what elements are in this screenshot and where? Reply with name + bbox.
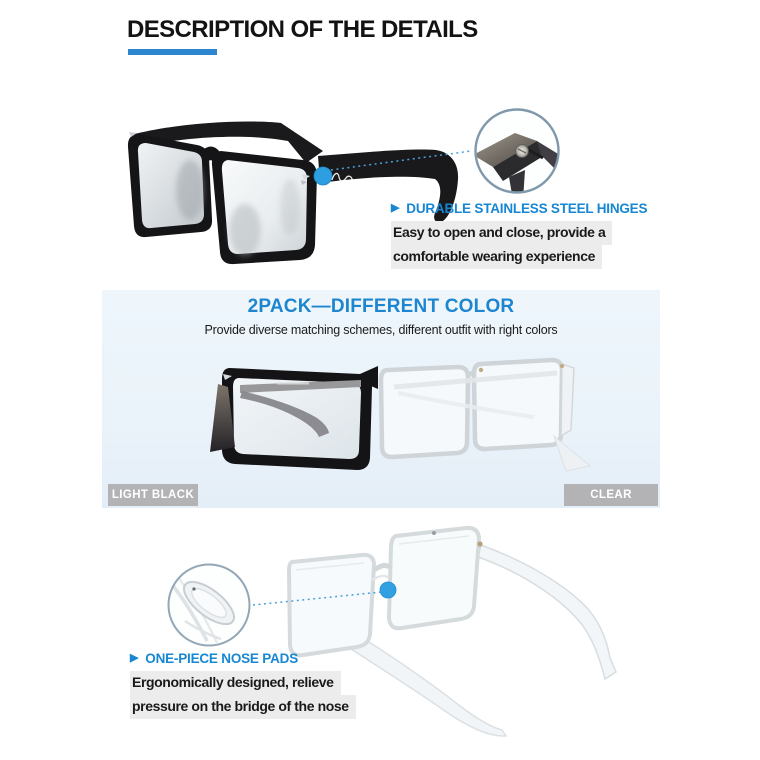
far-temple (478, 545, 616, 679)
left-lens (128, 134, 212, 237)
nose-body-line: pressure on the bridge of the nose (130, 695, 356, 719)
nose-heading: ONE-PIECE NOSE PADS (145, 651, 298, 666)
black-pair-photo (210, 366, 378, 470)
hinge-magnifier (471, 105, 563, 197)
screw-icon (479, 368, 483, 372)
right-lens (212, 151, 317, 264)
pack-subheading: Provide diverse matching schemes, different outfit with right colors (204, 323, 558, 337)
clear-pair-photo (381, 360, 590, 471)
nose-body-line: Ergonomically designed, relieve (130, 671, 341, 695)
hinge-callout-line (327, 142, 475, 176)
nose-text-block (130, 651, 356, 719)
page-title: DESCRIPTION OF THE DETAILS (127, 16, 478, 43)
label-light-black: LIGHT BLACK (108, 484, 198, 506)
label-clear: CLEAR (564, 484, 658, 506)
hinge-body-line: Easy to open and close, provide a (391, 221, 612, 245)
left-lens (389, 528, 479, 628)
hinge-body-line: comfortable wearing experience (391, 245, 602, 269)
pack-panel (102, 290, 660, 508)
nosepad-callout-line (249, 584, 385, 610)
screw-icon (432, 531, 436, 535)
pack-heading: 2PACK—DIFFERENT COLOR (247, 296, 515, 317)
arrow-icon: ▶ (391, 202, 400, 214)
screw-icon (477, 541, 482, 546)
title-underline (128, 49, 217, 55)
hinge-heading: DURABLE STAINLESS STEEL HINGES (406, 201, 648, 216)
arrow-icon: ▶ (130, 652, 139, 664)
screw-icon (560, 364, 564, 368)
nosepad-magnifier (165, 561, 253, 649)
hinge-text-block (391, 201, 647, 269)
